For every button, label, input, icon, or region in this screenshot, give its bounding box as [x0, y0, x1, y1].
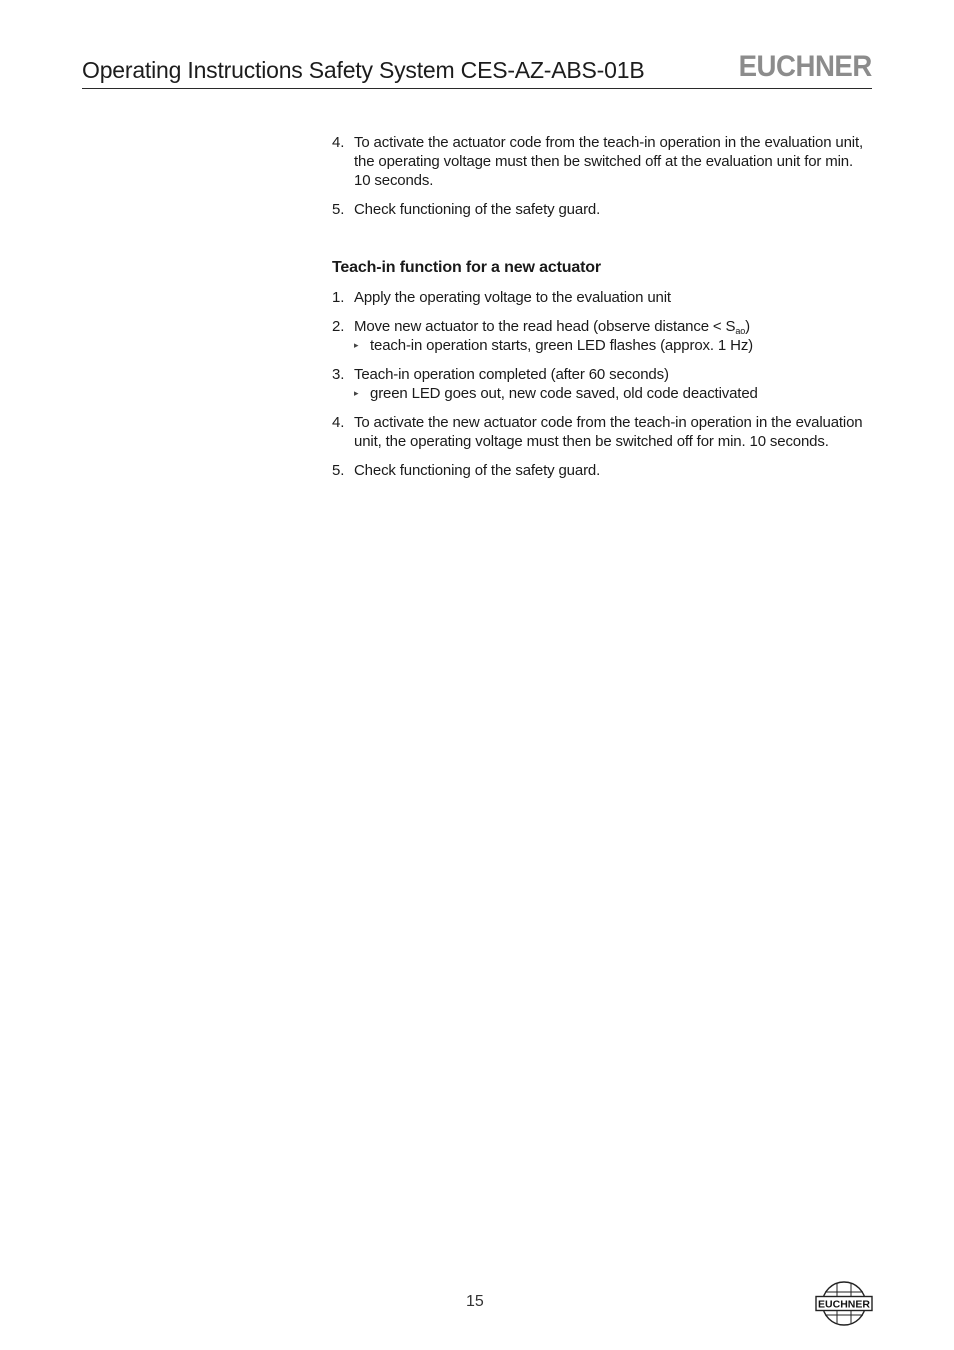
step-text: Check functioning of the safety guard. — [354, 462, 601, 479]
step-text-line: To activate the new actuator code from the teach-in operation in the evaluation — [354, 414, 863, 431]
list-item — [332, 365, 877, 403]
page-header — [82, 52, 872, 89]
step-text: Teach-in operation completed (after 60 seconds) — [354, 366, 669, 383]
section-heading: Teach-in function for a new actuator — [332, 259, 601, 276]
step-number: 3. — [332, 366, 345, 383]
list-item — [332, 317, 877, 355]
step-text-line: unit, the operating voltage must then be switched off for min. 10 seconds. — [354, 433, 829, 450]
step-text-line: To activate the actuator code from the teach-in operation in the evaluation unit, — [354, 134, 864, 151]
main-content — [332, 133, 877, 480]
step-number: 5. — [332, 462, 345, 479]
step-text: Apply the operating voltage to the evaluation unit — [354, 289, 671, 306]
list-item — [332, 200, 877, 219]
step-result — [354, 384, 877, 403]
subscript-ao: ao — [735, 326, 746, 336]
page-number: 15 — [466, 1293, 484, 1310]
logo-text: EUCHNER — [818, 1298, 870, 1311]
triangle-right-icon: ▸ — [354, 388, 359, 398]
step-text-line: 10 seconds. — [354, 172, 434, 189]
step-number: 2. — [332, 318, 345, 335]
step-number: 4. — [332, 134, 345, 151]
list-item — [332, 133, 877, 190]
euchner-logo: EUCHNER — [738, 50, 872, 83]
step-text — [354, 317, 877, 336]
document-title: Operating Instructions Safety System CES-AZ-ABS-01B — [82, 57, 645, 83]
step-result-text: green LED goes out, new code saved, old code deactivated — [370, 385, 758, 402]
step-text-part: Move new actuator to the read head (observe distance < S — [354, 318, 736, 335]
step-text-line: Check functioning of the safety guard. — [354, 201, 601, 218]
list-item — [332, 413, 877, 451]
step-result — [354, 336, 877, 355]
triangle-right-icon: ▸ — [354, 340, 359, 350]
step-number: 5. — [332, 201, 345, 218]
step-text-line: the operating voltage must then be switched off at the evaluation unit for min. — [354, 153, 854, 170]
euchner-seal-logo — [815, 1280, 873, 1327]
list-item — [332, 288, 877, 307]
step-number: 1. — [332, 289, 345, 306]
step-result-text: teach-in operation starts, green LED flashes (approx. 1 Hz) — [370, 337, 754, 354]
step-text-part: ) — [745, 318, 750, 335]
list-item — [332, 461, 877, 480]
step-number: 4. — [332, 414, 345, 431]
